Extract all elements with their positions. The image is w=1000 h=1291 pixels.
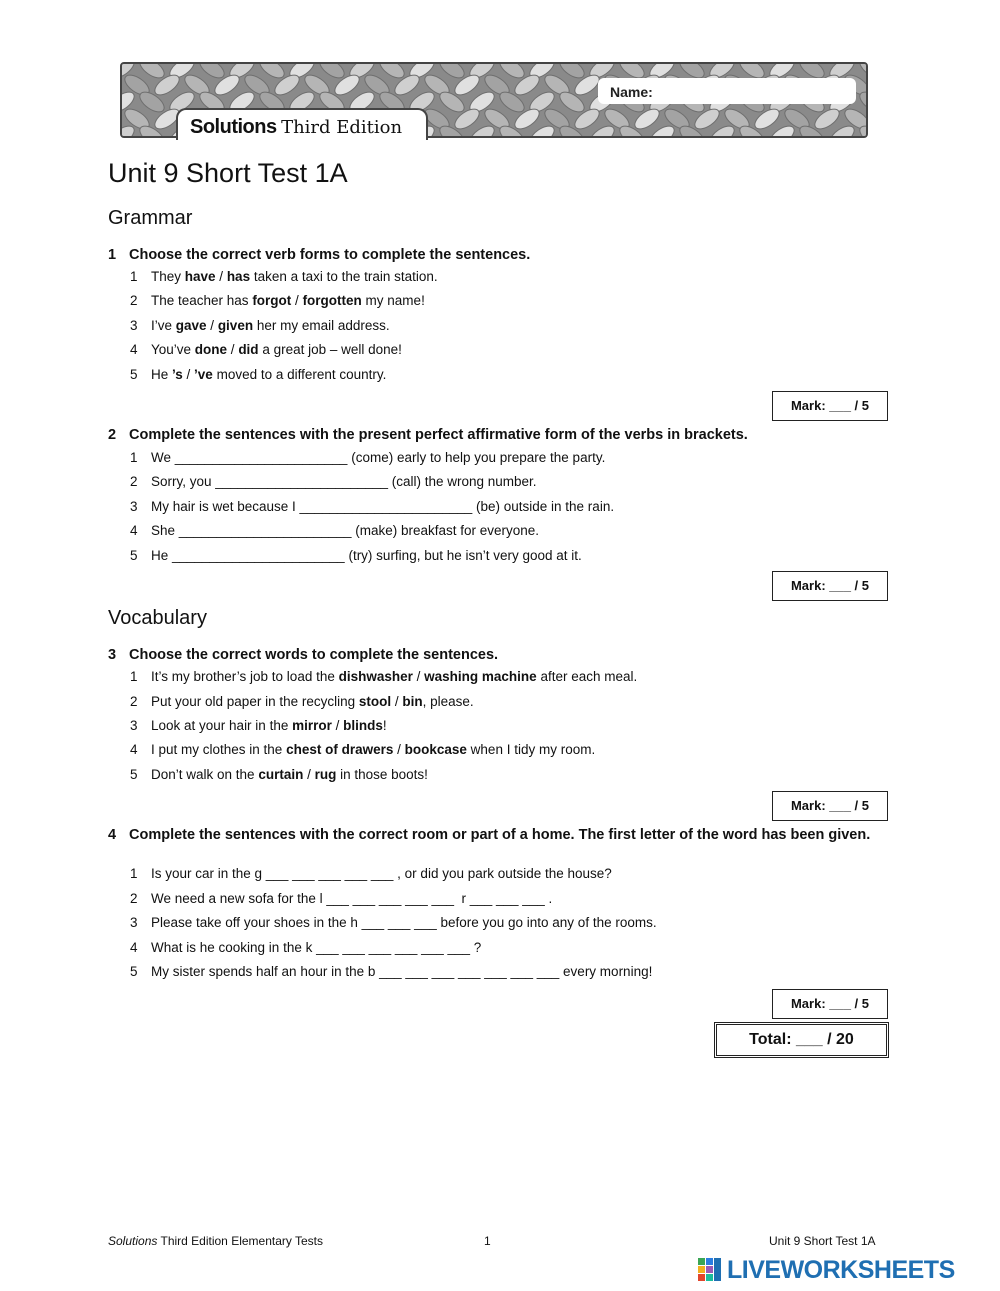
answer-option[interactable]: bin — [402, 694, 423, 709]
question-number: 4 — [108, 827, 117, 843]
question-item — [130, 450, 605, 465]
item-number: 2 — [130, 293, 138, 308]
item-number: 3 — [130, 718, 138, 733]
item-number: 5 — [130, 964, 138, 979]
liveworksheets-logo-icon — [698, 1256, 726, 1284]
mark-box[interactable]: Mark: ___ / 5 — [772, 391, 888, 421]
page-number: 1 — [484, 1234, 491, 1248]
item-text: Look at your hair in the — [151, 718, 293, 733]
item-number: 4 — [130, 342, 138, 357]
item-text: What is he cooking in the k ___ ___ ___ ___ ___ ___ ? — [151, 940, 482, 955]
question-item — [130, 866, 612, 881]
item-text: after each meal. — [536, 669, 638, 684]
item-number: 2 — [130, 474, 138, 489]
answer-option[interactable]: dishwasher — [338, 669, 413, 684]
item-text: moved to a different country. — [212, 367, 387, 382]
item-text: / — [412, 669, 425, 684]
question-instruction: Choose the correct verb forms to complete the sentences. — [129, 247, 531, 263]
item-text: I’ve — [151, 318, 176, 333]
footer-brand: Solutions — [108, 1234, 158, 1248]
question-item — [130, 548, 582, 563]
question-2 — [108, 426, 888, 444]
item-text: , please. — [422, 694, 474, 709]
item-text: my name! — [361, 293, 425, 308]
item-text: My sister spends half an hour in the b ___ ___ ___ ___ ___ ___ ___ every morning! — [151, 964, 653, 979]
item-text: when I tidy my room. — [466, 742, 596, 757]
question-item — [130, 523, 539, 538]
item-number: 2 — [130, 891, 138, 906]
question-number: 1 — [108, 247, 117, 263]
question-1 — [108, 246, 888, 264]
footer-left — [108, 1234, 323, 1248]
answer-option[interactable]: stool — [358, 694, 392, 709]
item-text: / — [206, 318, 218, 333]
question-item — [130, 767, 428, 782]
item-text: He _______________________ (try) surfing, but he isn’t very good at it. — [151, 548, 582, 563]
item-text: Is your car in the g ___ ___ ___ ___ ___ , or did you park outside the house? — [151, 866, 612, 881]
item-text: / — [182, 367, 195, 382]
answer-option[interactable]: bookcase — [404, 742, 467, 757]
question-item — [130, 293, 425, 308]
question-item — [130, 742, 595, 757]
item-text: He — [151, 367, 173, 382]
answer-option[interactable]: chest of drawers — [286, 742, 394, 757]
item-text: her my email address. — [253, 318, 390, 333]
item-number: 4 — [130, 940, 138, 955]
answer-option[interactable]: ’ve — [194, 367, 213, 382]
answer-option[interactable]: forgotten — [302, 293, 362, 308]
footer-book: Third Edition Elementary Tests — [157, 1234, 324, 1248]
answer-option[interactable]: washing machine — [424, 669, 537, 684]
question-item — [130, 367, 386, 382]
question-item — [130, 718, 387, 733]
item-number: 1 — [130, 669, 138, 684]
item-text: / — [331, 718, 344, 733]
item-text: Please take off your shoes in the h ___ ___ ___ before you go into any of the rooms. — [151, 915, 657, 930]
item-number: 2 — [130, 694, 138, 709]
brand-name: Solutions — [190, 116, 277, 138]
item-text: / — [227, 342, 239, 357]
answer-option[interactable]: ’s — [172, 367, 183, 382]
item-text: My hair is wet because I _______________________ (be) outside in the rain. — [151, 499, 615, 514]
question-3 — [108, 646, 888, 664]
item-number: 5 — [130, 548, 138, 563]
item-number: 1 — [130, 450, 138, 465]
item-text: They — [151, 269, 185, 284]
answer-option[interactable]: has — [226, 269, 251, 284]
item-text: / — [391, 694, 403, 709]
mark-box[interactable]: Mark: ___ / 5 — [772, 791, 888, 821]
question-item — [130, 964, 652, 979]
question-item — [130, 669, 637, 684]
item-text: It’s my brother’s job to load the — [151, 669, 339, 684]
item-number: 3 — [130, 915, 138, 930]
item-number: 5 — [130, 767, 138, 782]
question-item — [130, 915, 657, 930]
question-item — [130, 940, 481, 955]
brand-logo — [176, 108, 428, 140]
answer-option[interactable]: forgot — [252, 293, 292, 308]
question-item — [130, 499, 614, 514]
item-text: She _______________________ (make) breakfast for everyone. — [151, 523, 540, 538]
section-vocabulary: Vocabulary — [108, 607, 207, 629]
item-text: in those boots! — [336, 767, 428, 782]
mark-box[interactable]: Mark: ___ / 5 — [772, 571, 888, 601]
item-text: Put your old paper in the recycling — [151, 694, 359, 709]
question-item — [130, 694, 474, 709]
brand-edition: Third Edition — [281, 117, 403, 138]
question-4 — [108, 826, 888, 844]
item-text: / — [291, 293, 303, 308]
item-number: 4 — [130, 523, 138, 538]
item-text: Don’t walk on the — [151, 767, 259, 782]
footer-right: Unit 9 Short Test 1A — [769, 1234, 876, 1248]
item-number: 4 — [130, 742, 138, 757]
answer-option[interactable]: did — [238, 342, 259, 357]
answer-option[interactable]: done — [194, 342, 228, 357]
answer-option[interactable]: gave — [175, 318, 207, 333]
question-item — [130, 342, 402, 357]
total-box[interactable]: Total: ___ / 20 — [714, 1022, 889, 1058]
answer-option[interactable]: given — [217, 318, 254, 333]
question-number: 2 — [108, 427, 117, 443]
page-title: Unit 9 Short Test 1A — [108, 158, 348, 188]
item-number: 1 — [130, 866, 138, 881]
item-number: 3 — [130, 499, 138, 514]
answer-option[interactable]: rug — [314, 767, 337, 782]
mark-box[interactable]: Mark: ___ / 5 — [772, 989, 888, 1019]
question-item — [130, 474, 537, 489]
question-item — [130, 269, 438, 284]
item-text: a great job – well done! — [258, 342, 402, 357]
question-instruction: Choose the correct words to complete the sentences. — [129, 647, 499, 663]
question-number: 3 — [108, 647, 117, 663]
item-text: / — [303, 767, 315, 782]
question-instruction: Complete the sentences with the present perfect affirmative form of the verbs in brackets. — [129, 427, 748, 443]
question-item — [130, 891, 552, 906]
item-number: 3 — [130, 318, 138, 333]
item-text: Sorry, you _______________________ (call) the wrong number. — [151, 474, 537, 489]
item-text: / — [215, 269, 227, 284]
answer-option[interactable]: curtain — [258, 767, 304, 782]
item-text: taken a taxi to the train station. — [250, 269, 438, 284]
name-label: Name: — [610, 84, 653, 100]
item-number: 5 — [130, 367, 138, 382]
item-text: We _______________________ (come) early to help you prepare the party. — [151, 450, 606, 465]
question-instruction: Complete the sentences with the correct room or part of a home. The first letter of the word has been given. — [129, 827, 871, 843]
item-text: I put my clothes in the — [151, 742, 287, 757]
section-grammar: Grammar — [108, 207, 193, 229]
item-text: / — [393, 742, 405, 757]
answer-option[interactable]: mirror — [292, 718, 332, 733]
item-text: We need a new sofa for the l ___ ___ ___ ___ ___ r ___ ___ ___ . — [151, 891, 553, 906]
item-text: ! — [382, 718, 387, 733]
name-field[interactable] — [598, 78, 856, 104]
question-item — [130, 318, 390, 333]
item-text: You’ve — [151, 342, 195, 357]
watermark: LIVEWORKSHEETS — [727, 1256, 955, 1284]
answer-option[interactable]: blinds — [343, 718, 383, 733]
item-text: The teacher has — [151, 293, 253, 308]
answer-option[interactable]: have — [184, 269, 216, 284]
item-number: 1 — [130, 269, 138, 284]
